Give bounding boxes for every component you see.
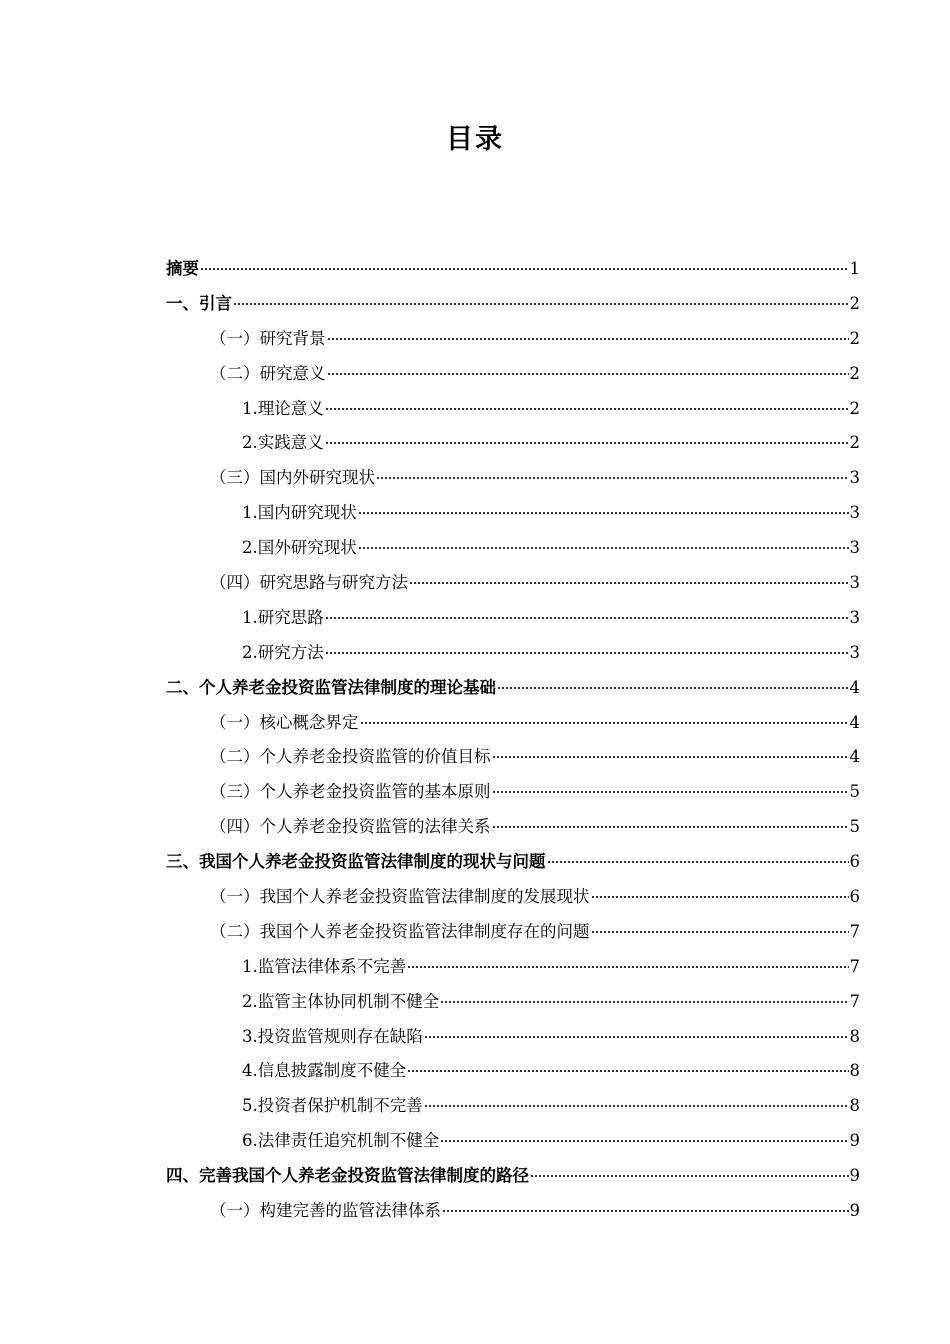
toc-entry-text: （一）核心概念界定 [210, 712, 359, 732]
toc-entry-page-number: 2 [849, 328, 860, 348]
toc-leader-dots [440, 1140, 848, 1142]
toc-leader-dots [409, 582, 849, 584]
toc-entry-text: （二）我国个人养老金投资监管法律制度存在的问题 [210, 921, 590, 941]
toc-entry[interactable] [166, 531, 860, 566]
toc-leader-dots [327, 373, 849, 375]
toc-entry-text: 四、完善我国个人养老金投资监管法律制度的路径 [166, 1166, 529, 1186]
toc-entry[interactable] [166, 601, 860, 636]
toc-leader-dots [325, 442, 849, 444]
toc-leader-dots [440, 1001, 848, 1003]
toc-entry-text: 摘要 [166, 259, 199, 278]
toc-entry-text: 5.投资者保护机制不完善 [242, 1096, 423, 1116]
toc-entry-page-number: 6 [849, 852, 860, 872]
toc-entry[interactable] [166, 322, 860, 357]
toc-entry[interactable] [166, 915, 860, 950]
toc-entry-page-number: 3 [849, 642, 860, 662]
toc-leader-dots [442, 1210, 849, 1212]
toc-entry-text: 2.国外研究现状 [242, 538, 357, 558]
table-of-contents [166, 252, 860, 1229]
toc-entry-page-number: 6 [849, 887, 860, 907]
toc-entry[interactable] [166, 706, 860, 741]
toc-leader-dots [497, 687, 849, 689]
toc-entry-page-number: 7 [849, 921, 860, 941]
toc-entry-text: （一）我国个人养老金投资监管法律制度的发展现状 [210, 887, 590, 907]
toc-entry-page-number: 7 [849, 956, 860, 976]
toc-entry[interactable] [166, 357, 860, 392]
toc-leader-dots [591, 896, 849, 898]
toc-leader-dots [358, 547, 849, 549]
toc-entry[interactable] [166, 392, 860, 427]
toc-entry-page-number: 3 [849, 573, 860, 593]
toc-entry-text: 2.研究方法 [242, 642, 324, 662]
toc-entry[interactable] [166, 566, 860, 601]
toc-entry-text: （二）个人养老金投资监管的价值目标 [210, 747, 491, 767]
toc-leader-dots [492, 791, 849, 793]
toc-entry-text: 2.实践意义 [242, 433, 324, 453]
toc-entry-text: （一）研究背景 [210, 328, 326, 348]
toc-entry-text: 一、引言 [166, 293, 232, 313]
toc-entry[interactable] [166, 1054, 860, 1089]
toc-entry-page-number: 3 [849, 468, 860, 488]
toc-leader-dots [530, 1175, 849, 1177]
toc-entry-page-number: 4 [849, 677, 860, 697]
toc-entry[interactable] [166, 1089, 860, 1124]
toc-entry[interactable] [166, 740, 860, 775]
toc-entry-text: 二、个人养老金投资监管法律制度的理论基础 [166, 677, 496, 697]
toc-entry-page-number: 5 [849, 782, 860, 802]
toc-leader-dots [407, 966, 848, 968]
toc-entry[interactable] [166, 426, 860, 461]
toc-entry-page-number: 4 [849, 747, 860, 767]
toc-leader-dots [376, 477, 849, 479]
toc-entry[interactable] [166, 636, 860, 671]
toc-entry[interactable] [166, 252, 860, 287]
toc-entry-page-number: 9 [849, 1201, 860, 1221]
toc-entry-page-number: 8 [849, 1096, 860, 1116]
toc-leader-dots [325, 408, 849, 410]
toc-entry-text: 2.监管主体协同机制不健全 [242, 991, 440, 1011]
toc-entry-text: （一）构建完善的监管法律体系 [210, 1201, 441, 1221]
toc-entry-page-number: 1 [849, 259, 860, 278]
toc-entry[interactable] [166, 287, 860, 322]
toc-leader-dots [233, 303, 849, 305]
toc-entry-page-number: 9 [849, 1166, 860, 1186]
toc-entry-text: 1.国内研究现状 [242, 503, 357, 523]
toc-entry-page-number: 8 [849, 1061, 860, 1081]
toc-leader-dots [360, 722, 849, 724]
toc-leader-dots [547, 861, 849, 863]
toc-entry-page-number: 2 [849, 363, 860, 383]
toc-entry[interactable] [166, 1159, 860, 1194]
toc-entry-page-number: 9 [849, 1131, 860, 1151]
toc-entry[interactable] [166, 1194, 860, 1229]
toc-leader-dots [325, 617, 849, 619]
toc-entry-text: 3.投资监管规则存在缺陷 [242, 1026, 423, 1046]
toc-entry-page-number: 3 [849, 538, 860, 558]
toc-entry[interactable] [166, 985, 860, 1020]
toc-entry[interactable] [166, 880, 860, 915]
toc-entry[interactable] [166, 845, 860, 880]
toc-leader-dots [492, 826, 849, 828]
toc-entry-page-number: 2 [849, 433, 860, 453]
toc-entry-text: （二）研究意义 [210, 363, 326, 383]
toc-leader-dots [200, 268, 849, 270]
toc-entry-page-number: 2 [849, 398, 860, 418]
toc-entry-text: （三）个人养老金投资监管的基本原则 [210, 782, 491, 802]
toc-leader-dots [407, 1070, 848, 1072]
toc-entry[interactable] [166, 950, 860, 985]
toc-entry-page-number: 3 [849, 607, 860, 627]
toc-leader-dots [424, 1036, 849, 1038]
toc-leader-dots [327, 338, 849, 340]
toc-entry-page-number: 3 [849, 503, 860, 523]
toc-entry-text: 6.法律责任追究机制不健全 [242, 1131, 440, 1151]
toc-leader-dots [591, 931, 849, 933]
toc-entry-text: 1.研究思路 [242, 607, 324, 627]
page-title: 目录 [446, 124, 504, 155]
toc-entry[interactable] [166, 775, 860, 810]
toc-entry[interactable] [166, 1124, 860, 1159]
toc-entry-text: （四）研究思路与研究方法 [210, 573, 408, 593]
toc-entry-page-number: 5 [849, 817, 860, 837]
toc-entry-page-number: 8 [849, 1026, 860, 1046]
toc-entry[interactable] [166, 810, 860, 845]
toc-entry-text: 三、我国个人养老金投资监管法律制度的现状与问题 [166, 852, 546, 872]
toc-leader-dots [358, 512, 849, 514]
toc-entry-text: （四）个人养老金投资监管的法律关系 [210, 817, 491, 837]
toc-entry-page-number: 7 [849, 991, 860, 1011]
toc-leader-dots [492, 756, 849, 758]
toc-entry-page-number: 4 [849, 712, 860, 732]
toc-entry-text: 1.监管法律体系不完善 [242, 956, 407, 976]
toc-leader-dots [424, 1105, 849, 1107]
toc-entry-page-number: 2 [849, 293, 860, 313]
toc-entry[interactable] [166, 1020, 860, 1055]
toc-entry[interactable] [166, 461, 860, 496]
toc-leader-dots [325, 652, 849, 654]
toc-entry-text: 1.理论意义 [242, 398, 324, 418]
toc-entry[interactable] [166, 671, 860, 706]
toc-entry[interactable] [166, 496, 860, 531]
toc-entry-text: 4.信息披露制度不健全 [242, 1061, 407, 1081]
toc-entry-text: （三）国内外研究现状 [210, 468, 375, 488]
